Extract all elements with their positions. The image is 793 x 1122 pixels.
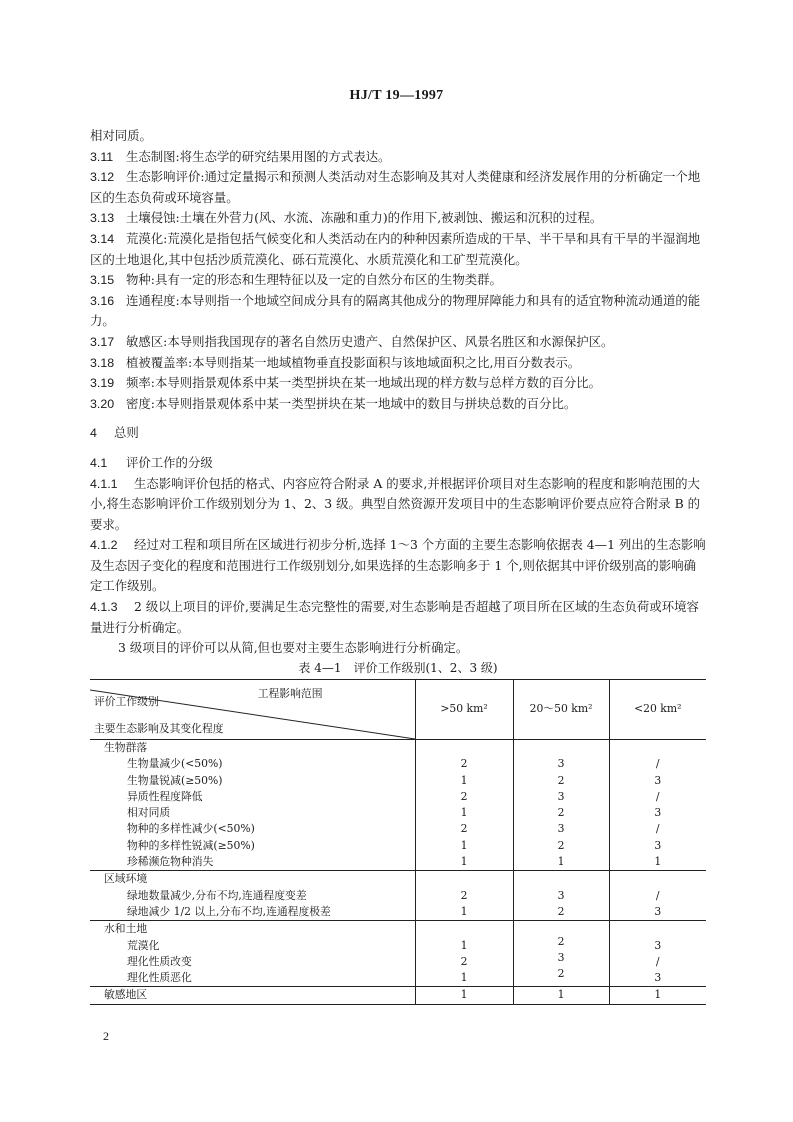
group-label: 水和土地 (90, 921, 415, 938)
paragraph-3-16 (90, 291, 706, 332)
group-label: 区域环境 (90, 871, 415, 888)
paragraph-3-15 (90, 270, 706, 291)
clause-number: 3.15 (90, 273, 115, 288)
row-label: 物种的多样性减少(<50%) (90, 821, 415, 837)
cell: 1 (460, 971, 468, 985)
cell: 3 (654, 938, 662, 952)
paragraph-4-1-3 (90, 597, 706, 638)
section-number: 4 (90, 426, 97, 441)
cell: 3 (654, 773, 662, 787)
clause-number: 3.14 (90, 231, 115, 246)
paragraph-text: 连通程度:本导则指一个地域空间成分具有的隔离其他成分的物理屏障能力和具有的适宜物种流动通道的能力。 (90, 292, 701, 329)
cell: 1 (415, 805, 513, 821)
clause-number: 3.13 (90, 211, 115, 226)
paragraph-text: 土壤侵蚀:土壤在外营力(风、水流、冻融和重力)的作用下,被剥蚀、搬运和沉积的过程。 (126, 210, 603, 226)
clause-number: 3.18 (90, 355, 115, 370)
paragraph-3-17 (90, 332, 706, 353)
column-header: 20～50 km² (513, 680, 609, 740)
cell: 2 (415, 888, 513, 904)
cell: 3 (513, 789, 609, 805)
row-label: 绿地数量减少,分布不均,连通程度变差 (90, 888, 415, 904)
row-label: 异质性程度降低 (90, 789, 415, 805)
cell: 2 (557, 967, 565, 981)
paragraph-3-20 (90, 394, 706, 415)
paragraph-text: 敏感区:本导则指我国现存的著名自然历史遗产、自然保护区、风景名胜区和水源保护区。 (126, 333, 614, 349)
cell: 3 (654, 971, 662, 985)
row-label: 珍稀濒危物种消失 (90, 854, 415, 871)
diag-mid-label: 评价工作级别 (94, 695, 159, 708)
cell: 3 (513, 888, 609, 904)
column-header: <20 km² (609, 680, 706, 740)
group-row-biocommunity (90, 740, 706, 757)
cell: 2 (513, 773, 609, 789)
cell: 1 (415, 904, 513, 921)
cell-stack (513, 934, 609, 987)
clause-number: 4.1.1 (90, 476, 118, 491)
diag-bottom-label: 主要生态影响及其变化程度 (94, 722, 224, 735)
cell: / (655, 757, 660, 771)
cell: / (655, 822, 660, 836)
cell: 2 (460, 954, 468, 968)
column-header: >50 km² (415, 680, 513, 740)
diag-top-label: 工程影响范围 (257, 687, 323, 700)
row-label: 生物量减少(<50%) (90, 756, 415, 772)
cell: 1 (513, 854, 609, 871)
paragraph-text: 生态影响评价包括的格式、内容应符合附录 A 的要求,并根据评价项目对生态影响的程度和影响范围的大小,将生态影响评价工作级别划分为 1、2、3 级。典型自然资源开发项目中的生态影响评价要点应符合附录 B 的要求。 (90, 475, 701, 532)
paragraph-text: 生态制图:将生态学的研究结果用图的方式表达。 (126, 148, 391, 164)
cell: 2 (415, 821, 513, 837)
group-row-sensitive-area (90, 987, 706, 1004)
cell: 3 (654, 904, 662, 918)
cell: 3 (654, 838, 662, 852)
cell: 2 (415, 756, 513, 772)
paragraph-text: 植被覆盖率:本导则指某一地域植物垂直投影面积与该地域面积之比,用百分数表示。 (126, 354, 581, 370)
clause-number: 3.20 (90, 396, 115, 411)
row-label: 理化性质改变 (127, 954, 192, 968)
paragraph-4-1-2 (90, 535, 706, 597)
row-label: 生物量锐减(≥50%) (90, 773, 415, 789)
table-row (90, 756, 706, 772)
cell: 2 (557, 934, 565, 948)
paragraph-3-11 (90, 147, 706, 168)
cell: / (655, 954, 660, 968)
paragraph-text: 2 级以上项目的评价,要满足生态完整性的需要,对生态影响是否超越了项目所在区域的生态负荷或环境容量进行分析确定。 (90, 599, 699, 635)
paragraph-text: 频率:本导则指景观体系中某一类型拼块在某一地域出现的样方数与总样方数的百分比。 (126, 375, 602, 391)
group-label: 敏感地区 (90, 987, 415, 1004)
cell: 3 (513, 821, 609, 837)
clause-number: 4.1.2 (90, 538, 118, 553)
paragraph-3-18 (90, 353, 706, 374)
table-row (90, 854, 706, 871)
subsection-4-1 (90, 453, 706, 474)
clause-number: 3.16 (90, 293, 115, 308)
cell: 2 (415, 789, 513, 805)
cell: 2 (513, 805, 609, 821)
table-row (90, 789, 706, 805)
section-4-heading (90, 423, 706, 444)
paragraph-3-12 (90, 167, 706, 208)
paragraph-4-1-3-level3: 3 级项目的评价可以从简,但也要对主要生态影响进行分析确定。 (118, 640, 469, 656)
table-row (90, 805, 706, 821)
paragraph-text: 相对同质。 (90, 128, 152, 143)
paragraph-text: 密度:本导则指景观体系中某一类型拼块在某一地域中的数目与拼块总数的百分比。 (126, 395, 577, 411)
table-row (90, 838, 706, 854)
cell: 1 (654, 855, 662, 869)
row-label: 相对同质 (90, 805, 415, 821)
table-header-row (90, 680, 706, 740)
clause-number: 4.1 (90, 455, 108, 470)
evaluation-level-table (90, 679, 706, 1005)
paragraph-text: 经过对工程和项目所在区域进行初步分析,选择 1～3 个方面的主要生态影响依据表 4—1 列出的生态影响及生态因子变化的程度和范围进行工作级别划分,如果选择的生态影响多于 1 个,则依据其中评价级别高的影响确定工作级别。 (90, 537, 706, 594)
table-row (90, 888, 706, 904)
page-number: 2 (103, 1029, 109, 1043)
clause-number: 3.19 (90, 376, 115, 391)
paragraph-text: 荒漠化:荒漠化是指包括气候变化和人类活动在内的种种因素所造成的干旱、半干旱和具有干旱的半湿润地区的土地退化,其中包括沙质荒漠化、砾石荒漠化、水质荒漠化和工矿型荒漠化。 (90, 230, 701, 267)
cell: 1 (415, 773, 513, 789)
clause-number: 3.11 (90, 149, 114, 164)
group-label: 生物群落 (90, 740, 415, 757)
paragraph-3-19 (90, 373, 706, 394)
diagonal-header-cell (90, 680, 415, 740)
clause-number: 4.1.3 (90, 600, 118, 615)
water-land-labels (90, 938, 415, 987)
cell: 1 (460, 938, 468, 952)
group-row-water-land (90, 921, 706, 938)
paragraph-4-1-1 (90, 474, 706, 536)
cell: 2 (513, 838, 609, 854)
row-label: 物种的多样性锐减(≥50%) (90, 838, 415, 854)
cell: / (655, 789, 660, 803)
paragraph-3-14 (90, 229, 706, 270)
cell: 1 (415, 838, 513, 854)
row-label: 理化性质恶化 (127, 971, 192, 985)
cell: 2 (513, 904, 609, 921)
clause-number: 3.17 (90, 334, 115, 349)
cell: 1 (415, 987, 513, 1004)
paragraph-text: 物种:具有一定的形态和生理特征以及一定的自然分布区的生物类群。 (126, 272, 502, 288)
table-row (90, 938, 706, 987)
cell: 1 (415, 854, 513, 871)
table-row (90, 904, 706, 921)
row-label: 荒漠化 (127, 938, 160, 952)
subsection-title: 评价工作的分级 (126, 454, 213, 470)
group-row-regional-environment (90, 871, 706, 888)
cell: 3 (654, 806, 662, 820)
table-caption: 表 4—1 评价工作级别(1、2、3 级) (298, 661, 498, 675)
clause-number: 3.12 (90, 170, 115, 185)
section-title: 总则 (114, 425, 139, 441)
cell: 3 (557, 950, 565, 964)
paragraph-3-13 (90, 208, 706, 229)
document-code-header: HJ/T 19—1997 (349, 88, 444, 103)
table-row (90, 821, 706, 837)
cell: 1 (513, 987, 609, 1004)
body-text (90, 126, 706, 659)
cell: / (655, 888, 660, 902)
cell-stack (609, 938, 706, 987)
paragraph-text: 生态影响评价:通过定量揭示和预测人类活动对生态影响及其对人类健康和经济发展作用的分析确定一个地区的生态负荷或环境容量。 (90, 169, 701, 205)
cell-stack (415, 938, 513, 987)
cell: 1 (609, 987, 706, 1004)
table-row (90, 773, 706, 789)
paragraph-continuation (90, 126, 706, 147)
row-label: 绿地减少 1/2 以上,分布不均,连通程度极差 (90, 904, 415, 921)
cell: 3 (513, 756, 609, 772)
